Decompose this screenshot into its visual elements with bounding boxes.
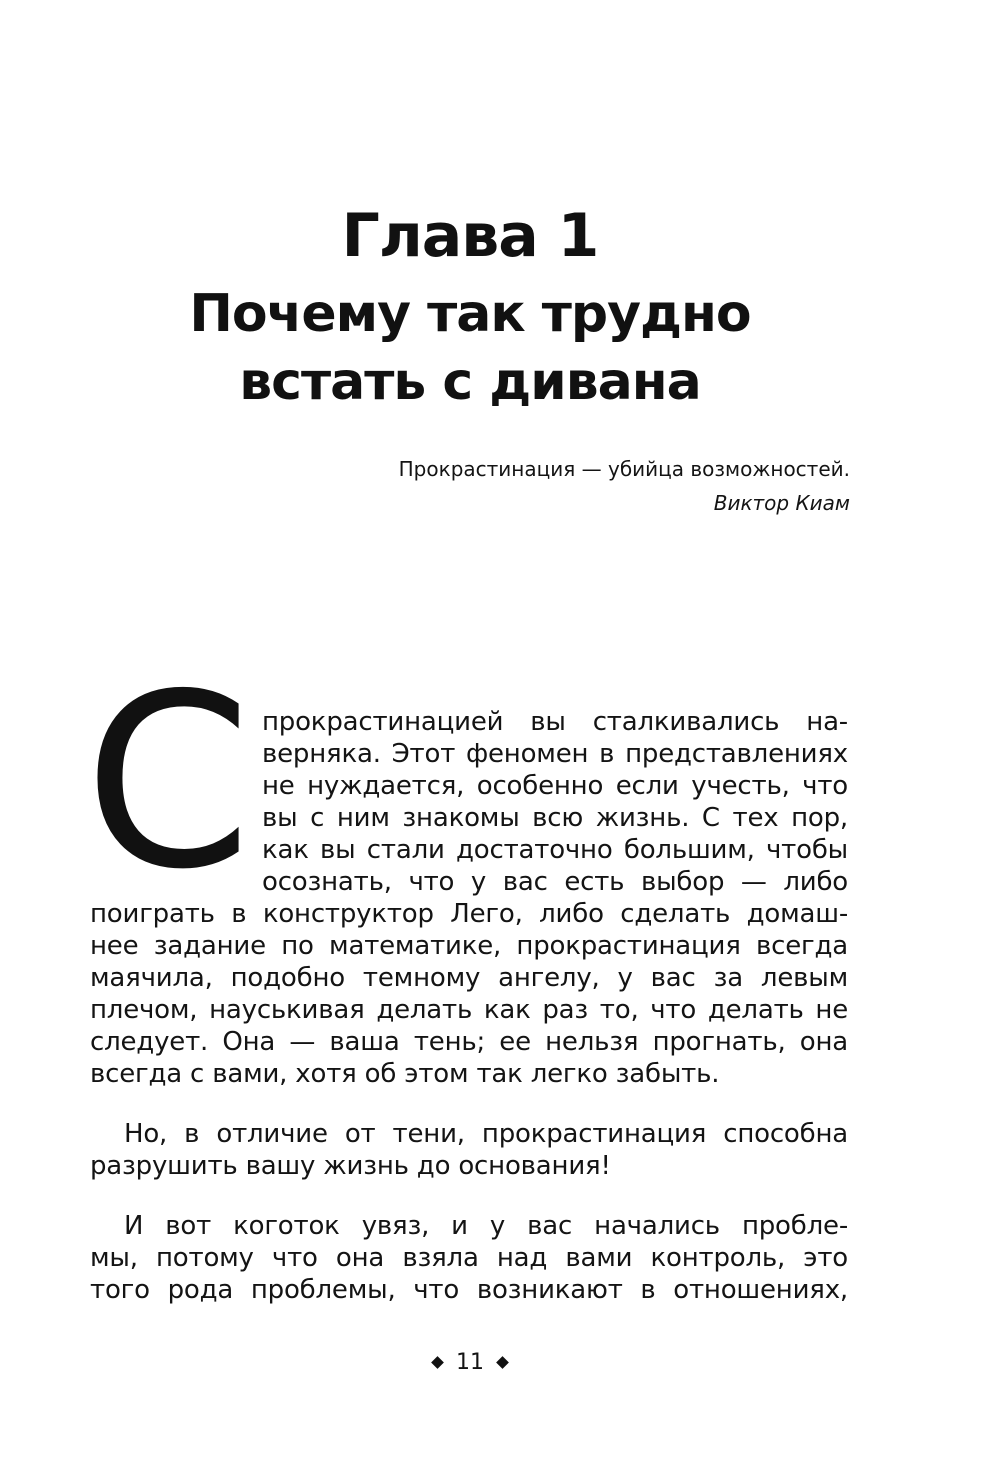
diamond-ornament-icon [431,1356,444,1369]
paragraph-2-line: Но, в отличие от тени, прокрастинация способна [124,1119,848,1149]
paragraph-1-line: поиграть в конструктор Лего, либо сделать домаш- [90,899,848,929]
paragraph-1-line: нее задание по математике, прокрастинация всегда [90,931,848,961]
paragraph-1-line: плечом, науськивая делать как раз то, что делать не [90,995,848,1025]
paragraph-1-line: верняка. Этот феномен в представлениях [262,739,848,769]
chapter-number: Глава 1 [341,201,599,271]
chapter-title [0,280,940,416]
paragraph-3-line: И вот коготок увяз, и у вас начались пробле- [124,1211,848,1241]
chapter-title-line-2: встать с дивана [239,352,701,412]
epigraph-author: Виктор Киам [713,491,850,515]
paragraph-1-line: вы с ним знакомы всю жизнь. С тех пор, [262,803,848,833]
paragraph-1-line: прокрастинацией вы сталкивались на- [262,707,848,737]
page-number: 11 [456,1350,484,1375]
paragraph-1-line: всегда с вами, хотя об этом так легко забыть. [90,1059,720,1089]
drop-cap: С [84,642,252,922]
page-footer [0,1348,940,1378]
paragraph-1-line: осознать, что у вас есть выбор — либо [262,867,848,897]
paragraph-3-line: того рода проблемы, что возникают в отношениях, [90,1275,848,1305]
paragraph-2-line: разрушить вашу жизнь до основания! [90,1151,611,1181]
diamond-ornament-icon [496,1356,509,1369]
paragraph-1-line: следует. Она — ваша тень; ее нельзя прогнать, она [90,1027,848,1057]
epigraph-quote: Прокрастинация — убийца возможностей. [398,457,850,481]
paragraph-1-line: как вы стали достаточно большим, чтобы [262,835,848,865]
paragraph-1-line: маячила, подобно темному ангелу, у вас за левым [90,963,848,993]
chapter-title-line-1: Почему так трудно [189,284,751,344]
paragraph-3-line: мы, потому что она взяла над вами контроль, это [90,1243,848,1273]
paragraph-1-line: не нуждается, особенно если учесть, что [262,771,848,801]
epigraph [399,452,850,520]
